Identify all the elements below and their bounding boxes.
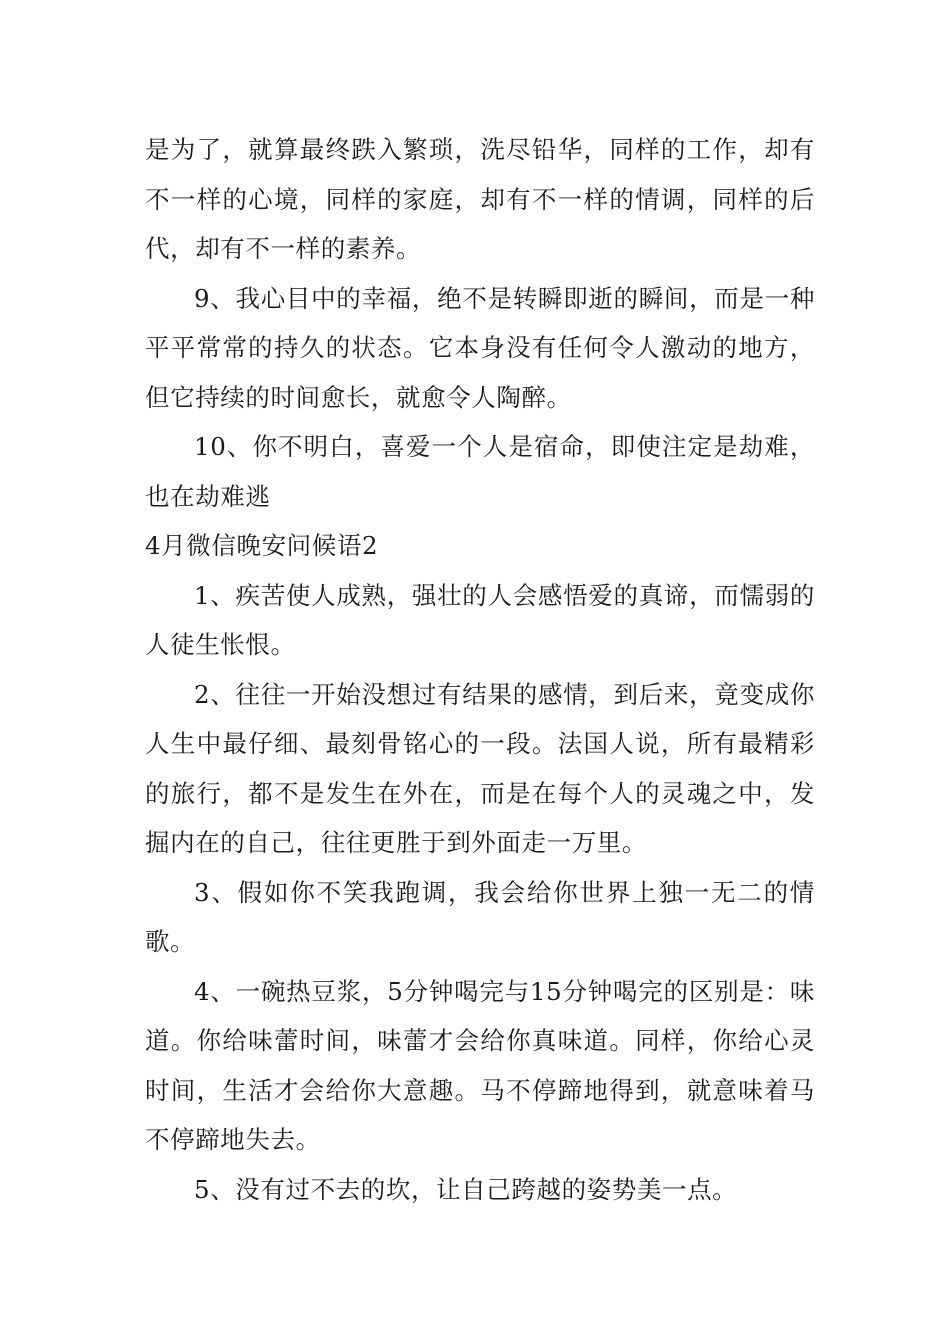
paragraph-item-3: 3、假如你不笑我跑调，我会给你世界上独一无二的情歌。 — [145, 877, 815, 956]
paragraph-item-5: 5、没有过不去的坎，让自己跨越的姿势美一点。 — [194, 1174, 738, 1204]
paragraph-continuation: 是为了，就算最终跌入繁琐，洗尽铅华，同样的工作，却有不一样的心境，同样的家庭，却有不一样的情调，同样的后代，却有不一样的素养。 — [145, 135, 815, 263]
paragraph-item-2: 2、往往一开始没想过有结果的感情，到后来，竟变成你人生中最仔细、最刻骨铭心的一段。法国人说，所有最精彩的旅行，都不是发生在外在，而是在每个人的灵魂之中，发掘内在的自己，往往更胜于到外面走一万里。 — [145, 679, 815, 857]
paragraph-item-1: 1、疾苦使人成熟，强壮的人会感悟爱的真谛，而懦弱的人徒生怅恨。 — [145, 580, 815, 659]
paragraph-item-10: 10、你不明白，喜爱一个人是宿命，即使注定是劫难，也在劫难逃 — [145, 432, 815, 511]
paragraph-item-4: 4、一碗热豆浆，5分钟喝完与15分钟喝完的区别是：味道。你给味蕾时间，味蕾才会给你真味道。同样，你给心灵时间，生活才会给你大意趣。马不停蹄地得到，就意味着马不停蹄地失去。 — [145, 976, 815, 1154]
paragraph-item-9: 9、我心目中的幸福，绝不是转瞬即逝的瞬间，而是一种平平常常的持久的状态。它本身没有任何令人激动的地方，但它持续的时间愈长，就愈令人陶醉。 — [145, 283, 815, 412]
section-heading: 4月微信晚安问候语2 — [145, 531, 379, 560]
document-body — [145, 125, 815, 1214]
